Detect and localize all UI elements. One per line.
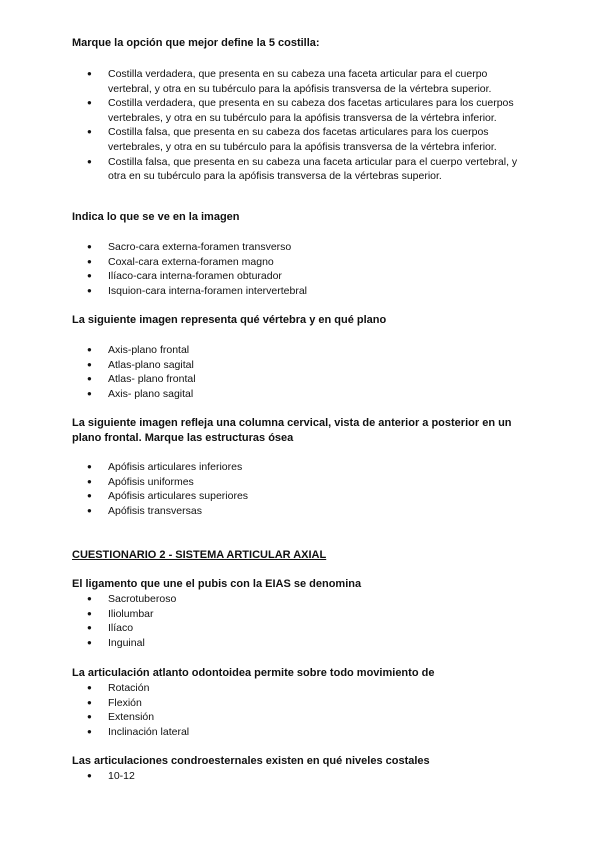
option-item: ● Ilíaco-cara interna-foramen obturador bbox=[72, 269, 532, 284]
option-item: ● Atlas-plano sagital bbox=[72, 358, 532, 373]
question-1 bbox=[72, 36, 532, 184]
option-list bbox=[72, 240, 532, 298]
question-title: La articulación atlanto odontoidea permite sobre todo movimiento de bbox=[72, 667, 435, 679]
question-title: El ligamento que une el pubis con la EIAS se denomina bbox=[72, 578, 362, 590]
question-title: Indica lo que se ve en la imagen bbox=[72, 211, 240, 223]
question-title: Las articulaciones condroesternales existen en qué niveles costales bbox=[72, 755, 430, 767]
option-item: ● Axis-plano frontal bbox=[72, 343, 532, 358]
option-item: ● Sacrotuberoso bbox=[72, 592, 532, 607]
option-item: ● Apófisis uniformes bbox=[72, 475, 532, 490]
option-item: ● Extensión bbox=[72, 710, 532, 725]
option-item: ● Flexión bbox=[72, 696, 532, 711]
question-5 bbox=[72, 577, 532, 650]
option-item: ● Apófisis transversas bbox=[72, 504, 532, 519]
option-item: ● Inguinal bbox=[72, 636, 532, 651]
option-list bbox=[72, 460, 532, 518]
option-item: ● Costilla falsa, que presenta en su cabeza una faceta articular para el cuerpo vertebral, y otra en su tubérculo para la apófisis transversa de la vértebras superior. bbox=[72, 155, 532, 184]
option-item: ● Axis- plano sagital bbox=[72, 387, 532, 402]
option-item: ● Apófisis articulares superiores bbox=[72, 489, 532, 504]
option-item: ● Costilla verdadera, que presenta en su cabeza dos facetas articulares para los cuerpos vertebrales, y otra en su tubérculo para la apófisis transversa de la vértebra inferior. bbox=[72, 96, 532, 125]
question-3 bbox=[72, 313, 532, 401]
question-title: La siguiente imagen refleja una columna cervical, vista de anterior a posterior en un plano frontal. Marque las estructuras ósea bbox=[72, 417, 512, 444]
question-4 bbox=[72, 416, 532, 518]
option-list bbox=[72, 343, 532, 401]
option-list bbox=[72, 769, 532, 784]
option-item: ● Iliolumbar bbox=[72, 607, 532, 622]
question-title: La siguiente imagen representa qué vértebra y en qué plano bbox=[72, 314, 387, 326]
option-item: ● Isquion-cara interna-foramen intervertebral bbox=[72, 284, 532, 299]
question-6 bbox=[72, 666, 532, 739]
question-2 bbox=[72, 210, 532, 298]
option-item: ● Ilíaco bbox=[72, 621, 532, 636]
option-item: ● Costilla verdadera, que presenta en su cabeza una faceta articular para el cuerpo vertebral, y otra en su tubérculo para la apófisis transversa de la vértebra superior. bbox=[72, 67, 532, 96]
question-7 bbox=[72, 754, 532, 784]
question-title: Marque la opción que mejor define la 5 costilla: bbox=[72, 37, 320, 49]
option-item: ● Inclinación lateral bbox=[72, 725, 532, 740]
section-heading bbox=[72, 548, 532, 563]
option-list bbox=[72, 681, 532, 739]
option-list bbox=[72, 67, 532, 184]
option-item: ● 10-12 bbox=[72, 769, 532, 784]
option-item: ● Costilla falsa, que presenta en su cabeza dos facetas articulares para los cuerpos vertebrales, y otra en su tubérculo para la apófisis transversa de la vértebra inferior. bbox=[72, 125, 532, 154]
section-title: CUESTIONARIO 2 - SISTEMA ARTICULAR AXIAL bbox=[72, 549, 327, 561]
option-item: ● Coxal-cara externa-foramen magno bbox=[72, 255, 532, 270]
option-item: ● Apófisis articulares inferiores bbox=[72, 460, 532, 475]
option-list bbox=[72, 592, 532, 650]
option-item: ● Rotación bbox=[72, 681, 532, 696]
option-item: ● Sacro-cara externa-foramen transverso bbox=[72, 240, 532, 255]
option-item: ● Atlas- plano frontal bbox=[72, 372, 532, 387]
